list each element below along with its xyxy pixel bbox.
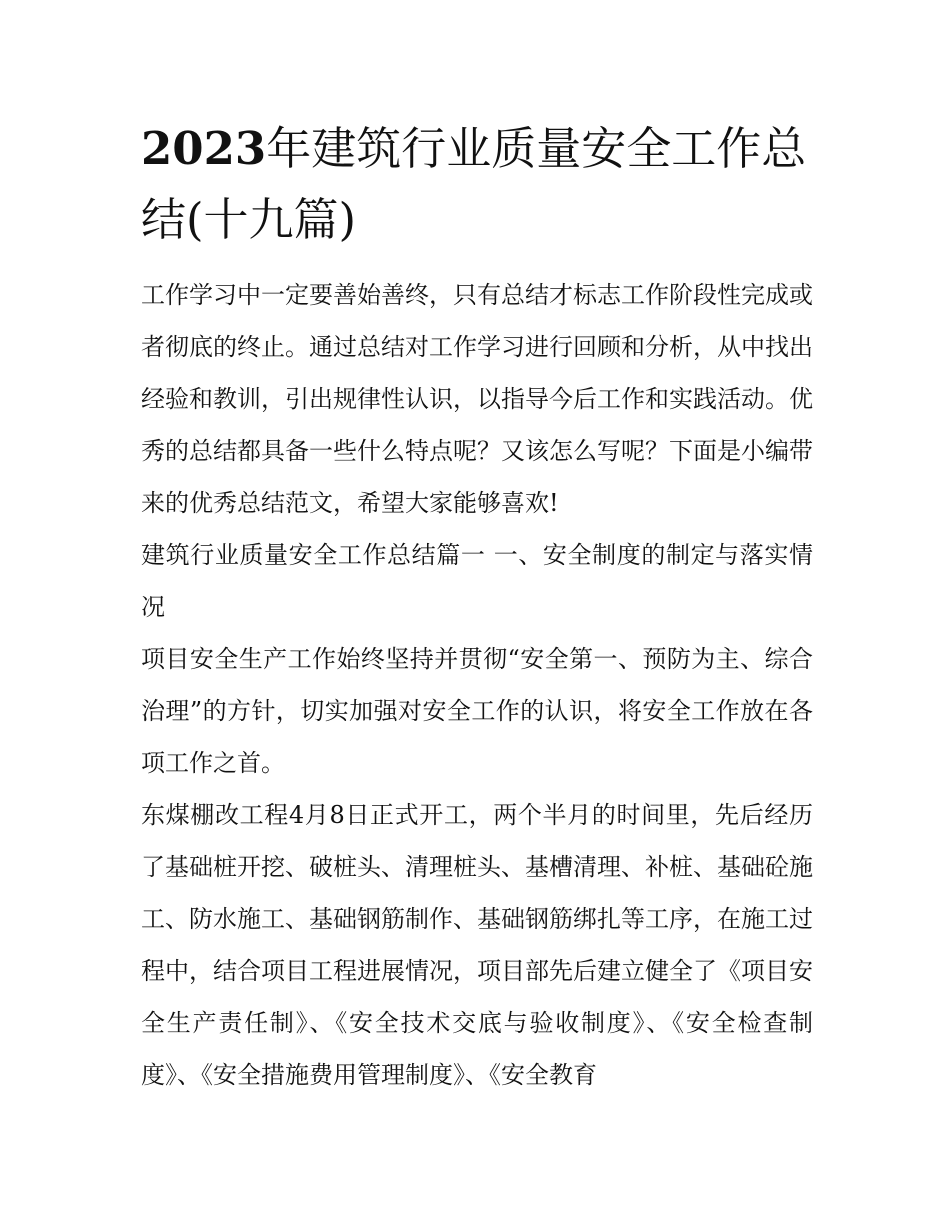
title-text: 年建筑行业质量安全工作总结(十九篇) <box>141 122 807 246</box>
body-paragraph: 项目安全生产工作始终坚持并贯彻“安全第一、预防为主、综合治理”的方针，切实加强对安全工作的认识，将安全工作放在各项工作之首。 <box>141 645 813 777</box>
title-year: 2023 <box>141 122 267 175</box>
document-content <box>141 113 813 1101</box>
body-paragraph: 东煤棚改工程4月8日正式开工，两个半月的时间里，先后经历了基础桩开挖、破桩头、清理桩头、基槽清理、补桩、基础砼施工、防水施工、基础钢筋制作、基础钢筋绑扎等工序，在施工过程中，结合项目工程进展情况，项目部先后建立健全了《项目安全生产责任制》、《安全技术交底与验收制度》、《安全检查制度》、《安全措施费用管理制度》、《安全教育 <box>141 801 813 1089</box>
intro-paragraph: 工作学习中一定要善始善终，只有总结才标志工作阶段性完成或者彻底的终止。通过总结对工作学习进行回顾和分析，从中找出经验和教训，引出规律性认识，以指导今后工作和实践活动。优秀的总结都具备一些什么特点呢？又该怎么写呢？下面是小编带来的优秀总结范文，希望大家能够喜欢! <box>141 281 813 517</box>
section-heading: 建筑行业质量安全工作总结篇一 一、安全制度的制定与落实情况 <box>141 541 813 621</box>
document-title <box>141 113 813 255</box>
